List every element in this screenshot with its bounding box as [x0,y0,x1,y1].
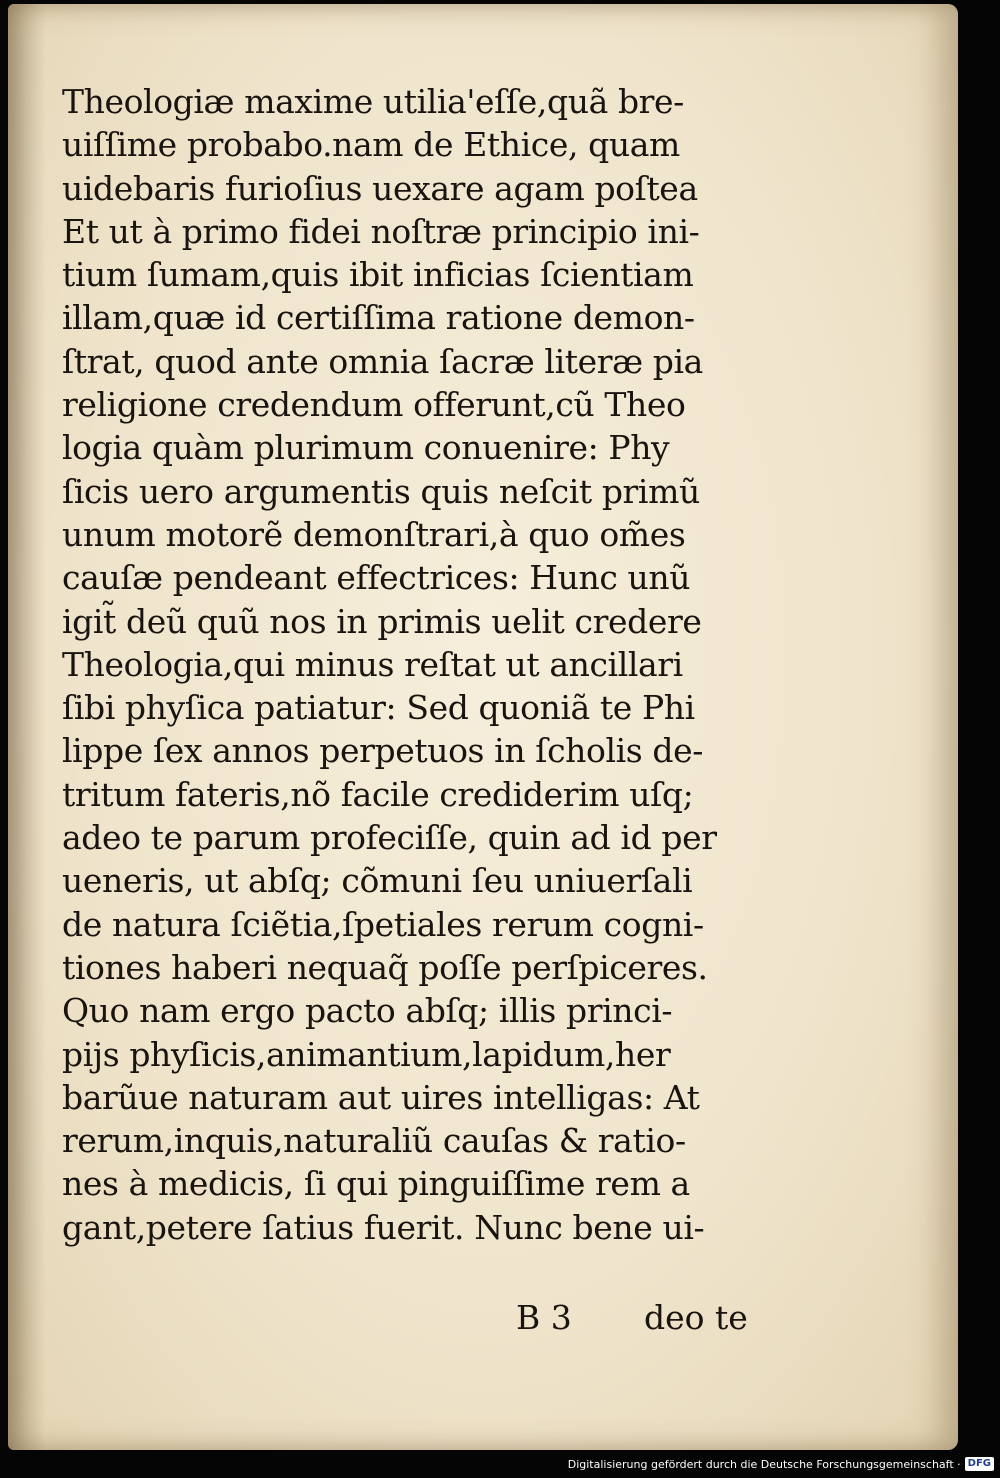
text-line: religione credendum offerunt,cũ Theo [62,385,686,425]
text-line: lippe ſex annos perpetuos in ſcholis de- [62,731,704,771]
text-line: uidebaris furioſius uexare agam poſtea [62,168,698,208]
text-line: Theologia,qui minus reſtat ut ancillari [62,644,683,684]
text-line: de natura ſciẽtia,ſpetiales rerum cogni- [62,904,704,944]
text-line: barũue naturam aut uires intelligas: At [62,1077,700,1117]
text-line: tium ſumam,quis ibit inficias ſcientiam [62,255,694,295]
text-line: adeo te parum profeciſſe, quin ad id per [62,818,717,858]
text-line: logia quàm plurimum conuenire: Phy [62,428,670,468]
text-line: uiſſime probabo.nam de Ethice, quam [62,125,680,165]
text-line: tiones haberi nequaq̃ poſſe perſpiceres. [62,947,708,987]
text-line: igit̃ deũ quũ nos in primis uelit credere [62,601,702,641]
text-line: ſicis uero argumentis quis neſcit primũ [62,471,700,511]
text-line: gant,petere ſatius fuerit. Nunc bene ui- [62,1207,705,1247]
text-line: cauſæ pendeant effectrices: Hunc unũ [62,558,691,598]
catch-line [8,1298,958,1346]
text-line: ſtrat, quod ante omnia ſacræ literæ pia [62,341,703,381]
book-page [8,4,958,1450]
text-line: illam,quæ id certiſſima ratione demon- [62,298,695,338]
text-line: rerum,inquis,naturaliũ cauſas & ratio- [62,1121,686,1161]
text-block [62,80,752,1249]
text-line: ueneris, ut abſq; cõmuni ſeu uniuerſali [62,861,693,901]
text-line: Quo nam ergo pacto abſq; illis princi- [62,991,673,1031]
text-line: tritum fateris,nõ facile crediderim uſq; [62,774,694,814]
text-line: ſibi phyſica patiatur: Sed quoniã te Phi [62,688,695,728]
text-line: pijs phyſicis,animantium,lapidum,her [62,1034,671,1074]
text-line: Theologiæ maxime utilia'eſſe,quã bre- [62,82,684,121]
credit-text: Digitalisierung gefördert durch die Deutsche Forschungsgemeinschaft · [567,1457,961,1471]
signature-mark: B 3 [516,1298,572,1337]
text-line: nes à medicis, ſi qui pinguiſſime rem a [62,1164,690,1204]
dfg-logo-icon: DFG [965,1457,994,1471]
text-line: Et ut à primo fidei noſtræ principio ini- [62,211,700,251]
catchword: deo te [644,1298,748,1337]
page-gutter-shadow [8,4,46,1450]
text-line: unum motorẽ demonſtrari,à quo om̃es [62,514,686,554]
digitization-credit [568,1454,994,1474]
